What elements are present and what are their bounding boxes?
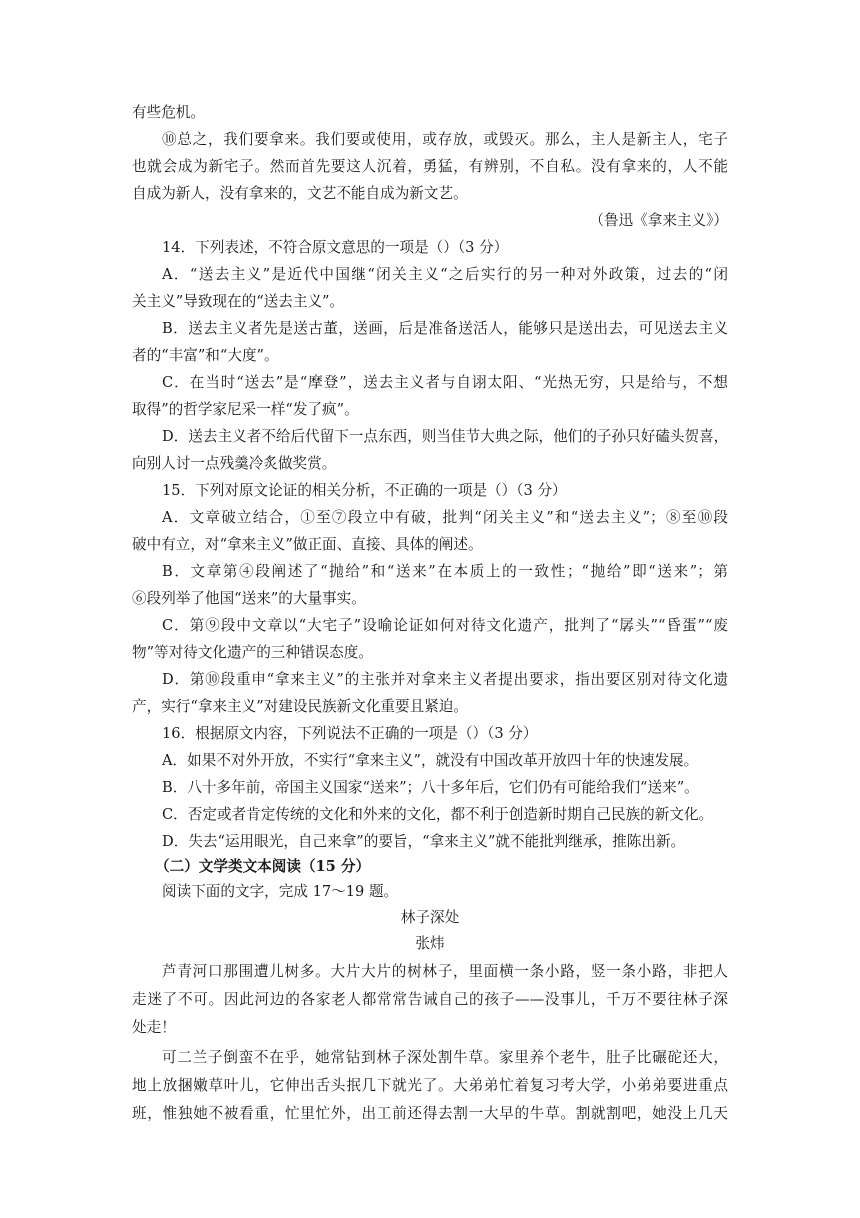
story-title: 林子深处 [400,909,460,926]
question-14-option-a-cont: 关主义”导致现在的“送去主义”。 [132,293,345,310]
question-15-option-d: D．第⑩段重申“拿来主义”的主张并对拿来主义者提出要求，指出要区别对待文化遗 [162,671,728,688]
story-paragraph-1-line: 芦青河口那围遭儿树多。大片大片的树林子，里面横一条小路，竖一条小路，非把人 [162,963,728,980]
question-15-option-a-cont: 破中有立，对“拿来主义”做正面、直接、具体的阐述。 [132,536,483,553]
source-citation: （鲁迅《拿来主义》） [589,212,728,229]
question-15-option-c-cont: 物”等对待文化遗产的三种错误态度。 [132,644,373,661]
question-15-option-c: C．第⑨段中文章以“大宅子”设喻论证如何对待文化遗产，批判了“孱头”“昏蛋”“废 [162,617,728,634]
paragraph-10-line: 自成为新人，没有拿来的，文艺不能自成为新文艺。 [132,185,468,202]
story-author: 张炜 [415,935,445,952]
question-14-stem: 14．下列表述，不符合原文意思的一项是（）（3 分） [162,239,509,256]
story-paragraph-1-line: 走迷了不可。因此河边的各家老人都常常告诫自己的孩子——没事儿，千万不要往林子深 [132,991,728,1008]
story-paragraph-2-line: 可二兰子倒蛮不在乎，她常钻到林子深处割牛草。家里养个老牛，肚子比碾砣还大， [162,1049,728,1066]
question-14-option-b: B．送去主义者先是送古董，送画，后是准备送活人，能够只是送出去，可见送去主义 [162,320,728,337]
question-16-stem: 16．根据原文内容，下列说法不正确的一项是（）（3 分） [162,725,538,742]
question-14-option-c-cont: 取得”的哲学家尼采一样“发了疯”。 [132,401,359,418]
section-heading: （二）文学类文本阅读（15 分） [155,858,371,875]
story-paragraph-2-line: 地上放捆嫩草叶儿，它伸出舌头抿几下就光了。大弟弟忙着复习考大学，小弟弟要进重点 [132,1077,728,1094]
passage-fragment: 有些危机。 [132,104,205,121]
question-16-option-c: C．否定或者肯定传统的文化和外来的文化，都不利于创造新时期自己民族的新文化。 [162,806,714,823]
question-15-option-d-cont: 产，实行“拿来主义”对建设民族新文化重要且紧迫。 [132,698,468,715]
question-16-option-b: B．八十多年前，帝国主义国家“送来”；八十多年后，它们仍有可能给我们“送来”。 [162,779,699,796]
question-15-option-b-cont: ⑥段列举了他国“送来”的大量事实。 [132,590,366,607]
question-14-option-d: D．送去主义者不给后代留下一点东西，则当佳节大典之际，他们的子孙只好磕头贺喜， [162,428,729,445]
question-16-option-d: D．失去“运用眼光，自己来拿”的要旨，“拿来主义”就不能批判继承，推陈出新。 [162,833,686,850]
question-14-option-b-cont: 者的“丰富”和“大度”。 [132,347,279,364]
question-15-option-b: B．文章第④段阐述了“抛给”和“送来”在本质上的一致性；“抛给”即“送来”；第 [162,563,728,580]
story-paragraph-1-line: 处走！ [132,1019,176,1036]
paragraph-10-line: ⑩总之，我们要拿来。我们要或使用，或存放，或毁灭。那么，主人是新主人，宅子 [162,131,728,148]
question-16-option-a: A．如果不对外开放，不实行“拿来主义”，就没有中国改革开放四十年的快速发展。 [162,752,699,769]
reading-instruction: 阅读下面的文字，完成 17～19 题。 [162,883,399,900]
story-paragraph-2-line: 班，惟独她不被看重，忙里忙外，出工前还得去割一大早的牛草。割就割吧，她没上几天 [132,1105,728,1122]
question-14-option-c: C．在当时“送去”是“摩登”，送去主义者与自诩太阳、“光热无穷，只是给与，不想 [162,374,728,391]
question-14-option-a: A．“送去主义”是近代中国继“闭关主义“之后实行的另一种对外政策，过去的“闭 [162,266,728,283]
question-15-stem: 15．下列对原文论证的相关分析，不正确的一项是（）（3 分） [162,482,567,499]
paragraph-10-line: 也就会成为新宅子。然而首先要这人沉着，勇猛，有辨别，不自私。没有拿来的，人不能 [132,158,728,175]
question-15-option-a: A．文章破立结合，①至⑦段立中有破，批判“闭关主义”和“送去主义”；⑧至⑩段 [162,509,728,526]
question-14-option-d-cont: 向别人讨一点残羹冷炙做奖赏。 [132,455,337,472]
